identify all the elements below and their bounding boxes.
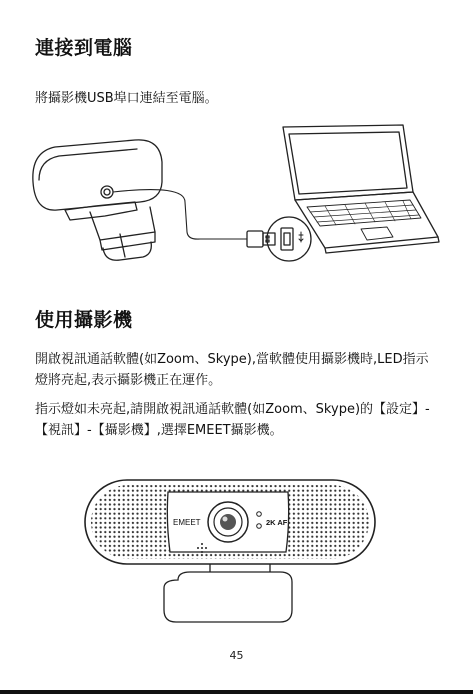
usb-plug-icon [247, 231, 275, 247]
webcam-side-view [33, 140, 162, 260]
webcam-stand [164, 560, 292, 622]
connect-heading: 連接到電腦 [35, 37, 133, 59]
brand-logo: EMEET [173, 518, 201, 527]
connect-instruction: 將攝影機USB埠口連結至電腦。 [35, 91, 218, 106]
resolution-badge: 2K AF [266, 518, 288, 527]
webcam-front-illustration [80, 470, 380, 655]
camera-lens-icon [208, 502, 248, 542]
use-webcam-paragraph-1: 開啟視訊通話軟體(如Zoom、Skype),當軟體使用攝影機時,LED指示燈將亮起,表示攝影機正在運作。 [35, 352, 429, 388]
bottom-rule [0, 690, 473, 694]
use-webcam-heading: 使用攝影機 [35, 309, 133, 331]
laptop-icon [283, 125, 439, 253]
usb-port-icon [267, 217, 311, 261]
use-webcam-paragraph-2: 指示燈如未亮起,請開啟視訊通話軟體(如Zoom、Skype)的【設定】-【視訊】-【攝影機】,選擇EMEET攝影機。 [35, 402, 430, 438]
page-number: 45 [229, 649, 244, 662]
webcam-laptop-connection-illustration [25, 122, 450, 272]
